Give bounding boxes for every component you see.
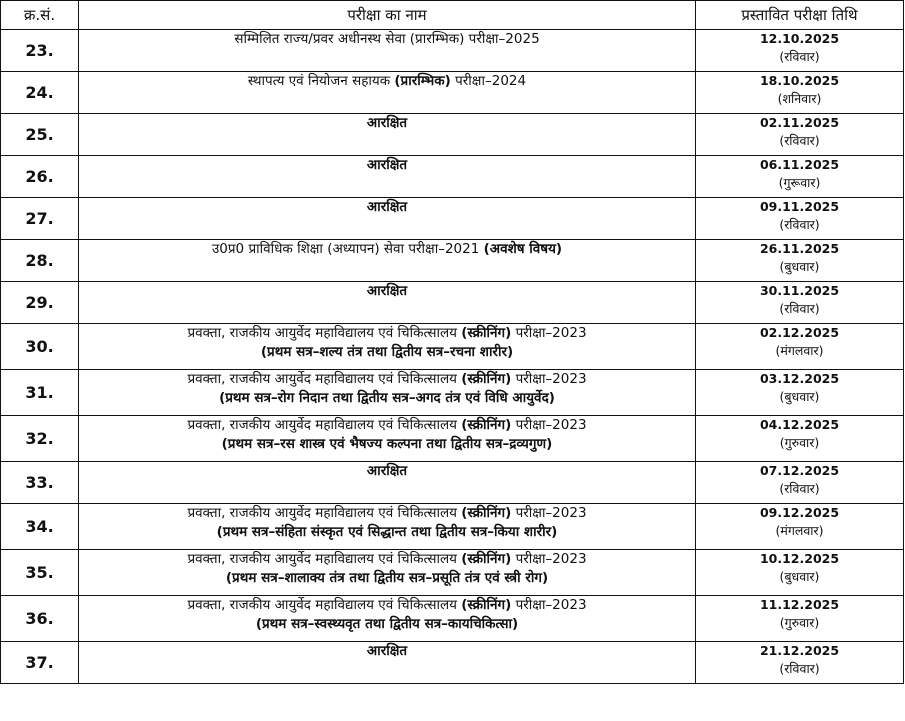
exam-weekday: (गुरूवार) — [778, 175, 821, 190]
serial-number: 27. — [1, 198, 79, 240]
table-row — [1, 370, 904, 416]
exam-date: 12.10.2025 — [759, 31, 840, 46]
table-row — [1, 282, 904, 324]
exam-weekday: (रविवार) — [779, 217, 820, 232]
proposed-date — [696, 198, 904, 240]
serial-number: 31. — [1, 370, 79, 416]
exam-name-text: आरक्षित — [366, 643, 408, 659]
proposed-date — [696, 504, 904, 550]
serial-number: 23. — [1, 30, 79, 72]
exam-name-bold-text: (स्क्रीनिंग) — [461, 505, 512, 521]
table-row — [1, 156, 904, 198]
exam-name-suffix: परीक्षा–2023 — [511, 551, 587, 567]
exam-date: 18.10.2025 — [759, 73, 840, 88]
table-row — [1, 462, 904, 504]
table-row — [1, 240, 904, 282]
exam-name-text: प्रवक्ता, राजकीय आयुर्वेद महाविद्यालय एवं चिकित्सालय — [187, 597, 462, 613]
exam-name-text: प्रवक्ता, राजकीय आयुर्वेद महाविद्यालय एवं चिकित्सालय — [187, 417, 462, 433]
exam-name — [79, 324, 696, 370]
table-row — [1, 504, 904, 550]
exam-weekday: (गुरुवार) — [779, 615, 820, 630]
proposed-date — [696, 114, 904, 156]
exam-date: 07.12.2025 — [759, 463, 840, 478]
exam-name-suffix: परीक्षा–2023 — [511, 505, 587, 521]
serial-number: 30. — [1, 324, 79, 370]
exam-name-line-1 — [79, 416, 695, 435]
header-exam-name: परीक्षा का नाम — [79, 1, 696, 30]
exam-name-bold-text: (स्क्रीनिंग) — [461, 417, 512, 433]
proposed-date — [696, 156, 904, 198]
exam-weekday: (बुधवार) — [779, 389, 820, 404]
exam-name — [79, 504, 696, 550]
exam-name-line-1 — [79, 324, 695, 343]
exam-name-bold-text: (स्क्रीनिंग) — [461, 371, 512, 387]
exam-session-details: (प्रथम सत्र–संहिता संस्कृत एवं सिद्धान्त तथा द्वितीय सत्र–किया शारीर) — [216, 524, 558, 540]
exam-name-text: प्रवक्ता, राजकीय आयुर्वेद महाविद्यालय एवं चिकित्सालय — [187, 505, 462, 521]
serial-number: 34. — [1, 504, 79, 550]
serial-number: 28. — [1, 240, 79, 282]
table-row — [1, 30, 904, 72]
table-row — [1, 550, 904, 596]
serial-number: 32. — [1, 416, 79, 462]
proposed-date — [696, 324, 904, 370]
proposed-date — [696, 642, 904, 684]
exam-name — [79, 596, 696, 642]
exam-name-line-1 — [79, 156, 695, 175]
table-row — [1, 72, 904, 114]
exam-date: 03.12.2025 — [759, 371, 840, 386]
proposed-date — [696, 72, 904, 114]
exam-name-line-1 — [79, 240, 695, 259]
table-row — [1, 114, 904, 156]
exam-name-bold-text: (अवशेष विषय) — [483, 241, 563, 257]
exam-name-text: आरक्षित — [366, 115, 408, 131]
exam-name — [79, 282, 696, 324]
exam-date: 06.11.2025 — [759, 157, 840, 172]
exam-name — [79, 370, 696, 416]
exam-name-suffix: परीक्षा–2024 — [450, 73, 527, 89]
exam-weekday: (रविवार) — [779, 49, 820, 64]
header-proposed-date: प्रस्तावित परीक्षा तिथि — [696, 1, 904, 30]
exam-name-suffix: परीक्षा–2023 — [511, 371, 587, 387]
exam-name-suffix: परीक्षा–2023 — [511, 417, 587, 433]
table-row — [1, 416, 904, 462]
exam-name — [79, 156, 696, 198]
exam-date: 26.11.2025 — [759, 241, 840, 256]
table-row — [1, 642, 904, 684]
exam-weekday: (गुरुवार) — [779, 435, 820, 450]
exam-name-text: प्रवक्ता, राजकीय आयुर्वेद महाविद्यालय एवं चिकित्सालय — [187, 371, 462, 387]
serial-number: 24. — [1, 72, 79, 114]
proposed-date — [696, 462, 904, 504]
exam-date: 04.12.2025 — [759, 417, 840, 432]
proposed-date — [696, 30, 904, 72]
exam-name-line-1 — [79, 642, 695, 661]
serial-number: 33. — [1, 462, 79, 504]
exam-name-line-1 — [79, 282, 695, 301]
exam-name — [79, 416, 696, 462]
proposed-date — [696, 416, 904, 462]
proposed-date — [696, 240, 904, 282]
exam-date: 09.11.2025 — [759, 199, 840, 214]
exam-weekday: (शनिवार) — [777, 91, 822, 106]
exam-session-details: (प्रथम सत्र–स्वस्थ्यवृत तथा द्वितीय सत्र–कायचिकित्सा) — [255, 616, 519, 632]
exam-name-suffix: परीक्षा–2023 — [511, 325, 587, 341]
exam-weekday: (मंगलवार) — [775, 343, 824, 358]
exam-session-details: (प्रथम सत्र–रोग निदान तथा द्वितीय सत्र–अगद तंत्र एवं विधि आयुर्वेद) — [219, 390, 555, 406]
exam-name-text: आरक्षित — [366, 463, 408, 479]
exam-name-text: सम्मिलित राज्य/प्रवर अधीनस्थ सेवा (प्रारम्भिक) परीक्षा–2025 — [234, 31, 540, 47]
exam-name-line-1 — [79, 550, 695, 569]
exam-name-text: उ0प्र0 प्राविधिक शिक्षा (अध्यापन) सेवा परीक्षा–2021 — [211, 241, 484, 257]
serial-number: 26. — [1, 156, 79, 198]
exam-name-text: प्रवक्ता, राजकीय आयुर्वेद महाविद्यालय एवं चिकित्सालय — [187, 551, 462, 567]
exam-name-line-1 — [79, 114, 695, 133]
exam-date: 10.12.2025 — [759, 551, 840, 566]
serial-number: 25. — [1, 114, 79, 156]
exam-name-line-1 — [79, 370, 695, 389]
exam-name-text: आरक्षित — [366, 157, 408, 173]
exam-session-details: (प्रथम सत्र–रस शास्त्र एवं भैषज्य कल्पना तथा द्वितीय सत्र–द्रव्यगुण) — [221, 436, 553, 452]
header-row — [1, 1, 904, 30]
exam-name — [79, 72, 696, 114]
exam-weekday: (बुधवार) — [779, 259, 820, 274]
exam-name-line-1 — [79, 504, 695, 523]
serial-number: 29. — [1, 282, 79, 324]
exam-date: 21.12.2025 — [759, 643, 840, 658]
exam-name-bold-text: (स्क्रीनिंग) — [461, 325, 512, 341]
exam-session-details: (प्रथम सत्र–शल्य तंत्र तथा द्वितीय सत्र–रचना शारीर) — [260, 344, 514, 360]
header-serial-number: क्र.सं. — [1, 1, 79, 30]
table-row — [1, 596, 904, 642]
exam-name-bold-text: (स्क्रीनिंग) — [461, 597, 512, 613]
exam-name — [79, 198, 696, 240]
exam-date: 09.12.2025 — [759, 505, 840, 520]
exam-weekday: (रविवार) — [779, 481, 820, 496]
exam-session-details: (प्रथम सत्र–शालाक्य तंत्र तथा द्वितीय सत्र–प्रसूति तंत्र एवं स्त्री रोग) — [225, 570, 549, 586]
table-row — [1, 198, 904, 240]
proposed-date — [696, 370, 904, 416]
exam-weekday: (रविवार) — [779, 133, 820, 148]
exam-name — [79, 30, 696, 72]
proposed-date — [696, 550, 904, 596]
exam-date: 11.12.2025 — [759, 597, 840, 612]
exam-name — [79, 462, 696, 504]
exam-name-line-1 — [79, 30, 695, 49]
exam-date: 02.11.2025 — [759, 115, 840, 130]
exam-name — [79, 240, 696, 282]
exam-name-line-1 — [79, 596, 695, 615]
exam-name-suffix: परीक्षा–2023 — [511, 597, 587, 613]
exam-name — [79, 642, 696, 684]
exam-weekday: (रविवार) — [779, 301, 820, 316]
table-row — [1, 324, 904, 370]
exam-name-line-1 — [79, 72, 695, 91]
serial-number: 35. — [1, 550, 79, 596]
exam-name-text: स्थापत्य एवं नियोजन सहायक — [247, 73, 395, 89]
exam-name — [79, 114, 696, 156]
exam-date: 30.11.2025 — [759, 283, 840, 298]
serial-number: 37. — [1, 642, 79, 684]
exam-name-text: प्रवक्ता, राजकीय आयुर्वेद महाविद्यालय एवं चिकित्सालय — [187, 325, 462, 341]
exam-name-text: आरक्षित — [366, 199, 408, 215]
serial-number: 36. — [1, 596, 79, 642]
exam-name — [79, 550, 696, 596]
exam-weekday: (मंगलवार) — [775, 523, 824, 538]
exam-weekday: (बुधवार) — [779, 569, 820, 584]
exam-date: 02.12.2025 — [759, 325, 840, 340]
exam-name-text: आरक्षित — [366, 283, 408, 299]
proposed-date — [696, 596, 904, 642]
exam-name-bold-text: (प्रारम्भिक) — [394, 73, 451, 89]
proposed-date — [696, 282, 904, 324]
exam-weekday: (रविवार) — [779, 661, 820, 676]
exam-name-line-1 — [79, 198, 695, 217]
exam-name-line-1 — [79, 462, 695, 481]
exam-name-bold-text: (स्क्रीनिंग) — [461, 551, 512, 567]
